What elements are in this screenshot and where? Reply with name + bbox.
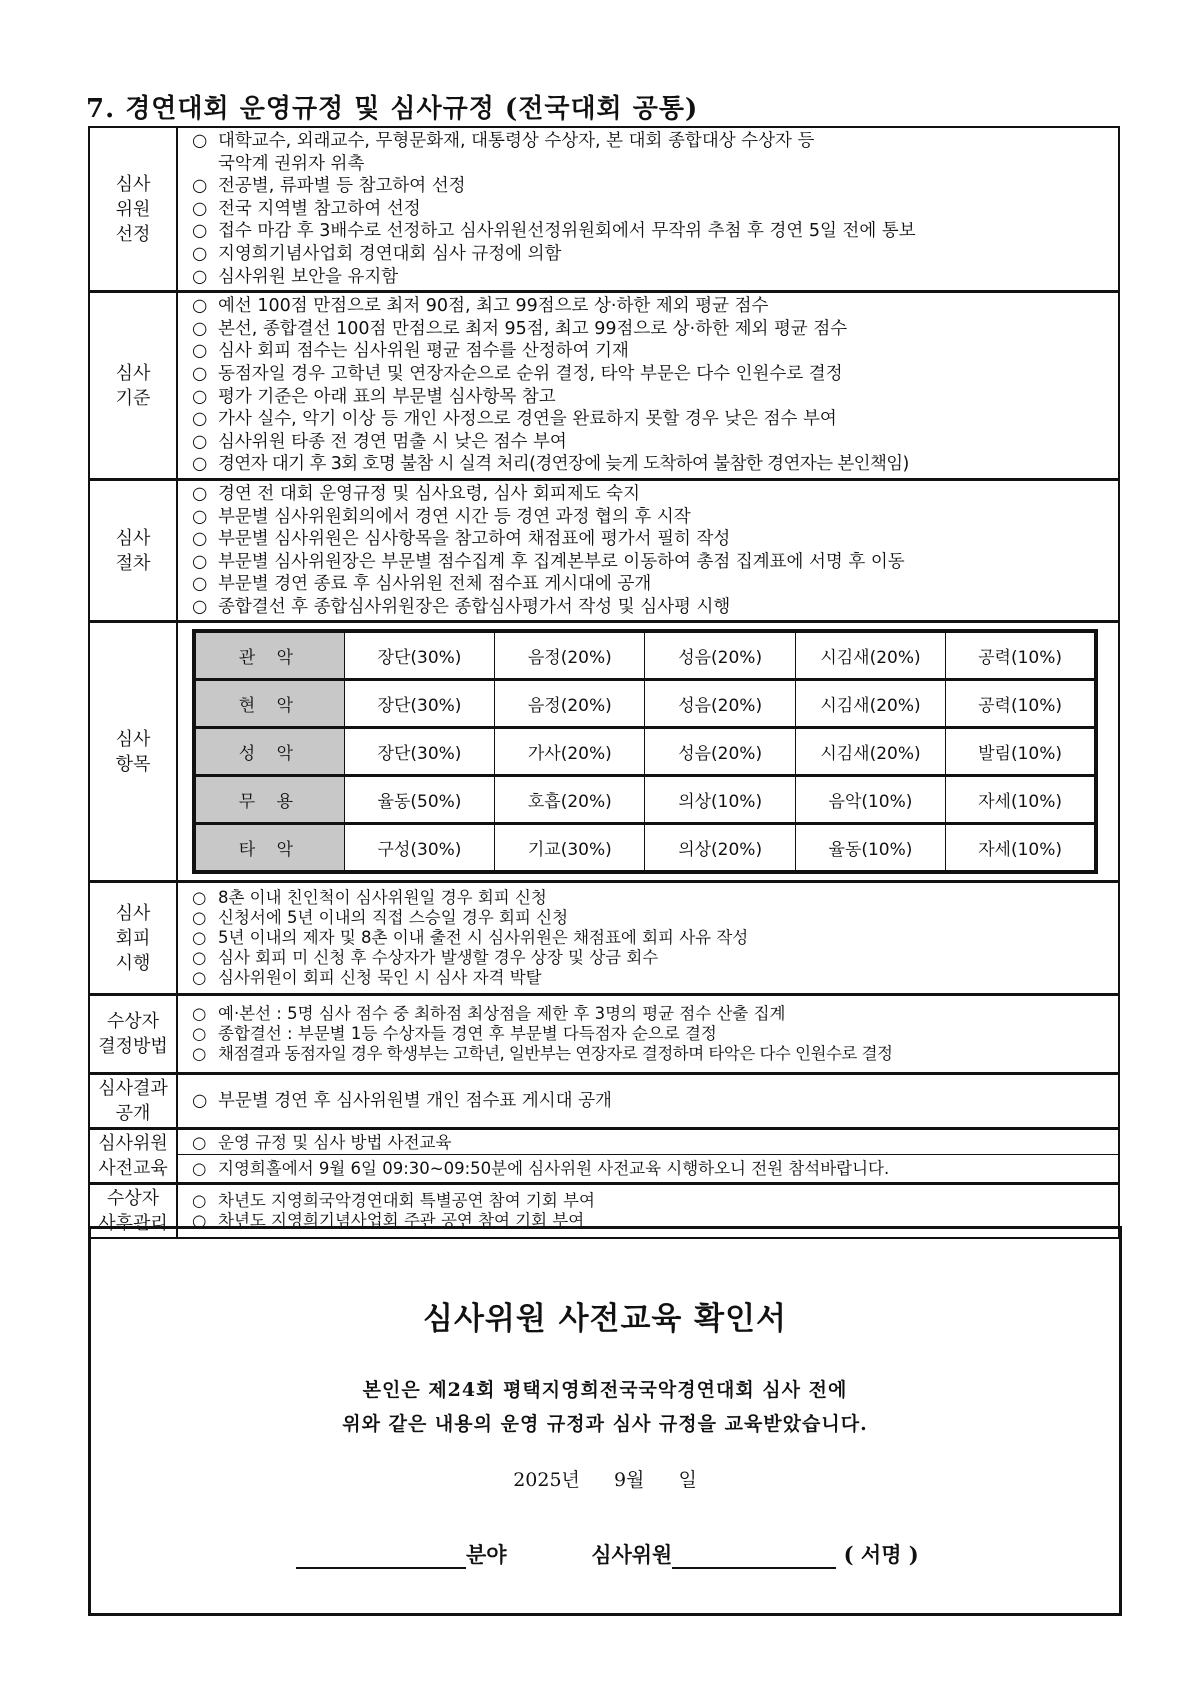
item-text: 심사 회피 점수는 심사위원 평균 점수를 산정하여 기재 xyxy=(218,341,629,362)
row-judge-selection xyxy=(89,127,1119,292)
row-results-public xyxy=(89,1074,1119,1129)
item-text: 경연 전 대회 운영규정 및 심사요령, 심사 회피제도 숙지 xyxy=(218,483,640,504)
bullet-icon: ○ xyxy=(192,176,208,197)
label-line: 위원 xyxy=(115,198,151,220)
table-cell: 장단(30%) xyxy=(344,680,494,728)
row-criteria xyxy=(89,292,1119,480)
item-text: 예·본선 : 5명 심사 점수 중 최하점 최상점을 제한 후 3명의 평균 점수 산출 집계 xyxy=(218,1004,786,1024)
row-procedure xyxy=(89,479,1119,622)
bullet-icon: ○ xyxy=(192,928,207,948)
bullet-icon: ○ xyxy=(192,529,208,550)
item-text: 부문별 심사위원은 심사항목을 참고하여 채점표에 평가서 필히 작성 xyxy=(218,529,731,550)
bullet-icon: ○ xyxy=(192,908,207,928)
bullet-icon: ○ xyxy=(192,1211,207,1231)
table-row xyxy=(194,728,1096,776)
list-item xyxy=(192,220,1110,243)
label-line: 선정 xyxy=(115,223,151,245)
table-cell: 시김새(20%) xyxy=(795,631,945,680)
item-text: 종합결선 : 부문별 1등 수상자들 경연 후 부문별 다득점자 순으로 결정 xyxy=(218,1024,717,1044)
list-item xyxy=(192,551,1110,574)
bullet-icon: ○ xyxy=(192,968,207,988)
list-item xyxy=(192,153,1110,176)
confirmation-box xyxy=(88,1226,1122,1616)
category-cell: 무 용 xyxy=(194,776,344,824)
bullet-list xyxy=(192,295,1110,476)
bullet-icon: ○ xyxy=(192,506,208,527)
list-item xyxy=(192,1044,1110,1064)
bullet-icon: ○ xyxy=(192,1004,207,1024)
bullet-icon: ○ xyxy=(192,551,208,572)
row-label xyxy=(89,622,177,882)
table-row xyxy=(194,824,1096,873)
item-text: 가사 실수, 악기 이상 등 개인 사정으로 경연을 완료하지 못할 경우 낮은 점수 부여 xyxy=(218,409,837,430)
table-cell: 음정(20%) xyxy=(495,680,645,728)
item-text: 평가 기준은 아래 표의 부문별 심사항목 참고 xyxy=(218,386,556,407)
item-text: 신청서에 5년 이내의 직접 스승일 경우 회피 신청 xyxy=(218,908,569,928)
table-cell: 자세(10%) xyxy=(946,824,1096,873)
row-label xyxy=(89,292,177,480)
list-item xyxy=(192,948,1110,968)
date-month: 9월 xyxy=(613,1469,645,1491)
rules-table xyxy=(88,126,1120,1239)
bullet-icon: ○ xyxy=(192,1191,207,1211)
row-content xyxy=(177,622,1119,882)
item-text: 부문별 심사위원장은 부문별 점수집계 후 집계본부로 이동하여 총점 집계표에 서명 후 이동 xyxy=(218,551,905,572)
row-content xyxy=(177,292,1119,480)
bullet-icon: ○ xyxy=(192,483,208,504)
label-line: 결정방법 xyxy=(98,1036,168,1058)
page-title: 7. 경연대회 운영규정 및 심사규정 (전국대회 공통) xyxy=(86,94,699,124)
table-cell: 의상(10%) xyxy=(645,776,795,824)
item-text: 예선 100점 만점으로 최저 90점, 최고 99점으로 상·하한 제외 평균 점수 xyxy=(218,296,769,317)
item-text: 부문별 경연 후 심사위원별 개인 점수표 게시대 공개 xyxy=(218,1091,612,1112)
table-cell: 발림(10%) xyxy=(946,728,1096,776)
list-item xyxy=(192,453,1110,476)
list-item xyxy=(192,266,1110,289)
label-line: 심사 xyxy=(115,902,151,924)
table-cell: 성음(20%) xyxy=(645,728,795,776)
row-content xyxy=(177,882,1119,995)
list-item xyxy=(192,928,1110,948)
table-cell: 율동(10%) xyxy=(795,824,945,873)
item-text: 지영희홀에서 9월 6일 09:30~09:50분에 심사위원 사전교육 시행하오니 전원 참석바랍니다. xyxy=(218,1158,890,1178)
label-line: 시행 xyxy=(115,952,151,974)
label-line: 사전교육 xyxy=(98,1158,168,1180)
item-text: 본선, 종합결선 100점 만점으로 최저 95점, 최고 99점으로 상·하한 제외 평균 점수 xyxy=(218,318,848,339)
bullet-icon: ○ xyxy=(192,221,208,242)
confirmation-line-2: 위와 같은 내용의 운영 규정과 심사 규정을 교육받았습니다. xyxy=(342,1413,868,1435)
list-item xyxy=(192,1024,1110,1044)
table-row xyxy=(194,631,1096,680)
item-text: 운영 규정 및 심사 방법 사전교육 xyxy=(218,1132,452,1152)
item-text: 지영희기념사업회 경연대회 심사 규정에 의함 xyxy=(218,243,562,264)
bullet-icon: ○ xyxy=(192,888,207,908)
item-text: 8촌 이내 친인척이 심사위원일 경우 회피 신청 xyxy=(218,888,547,908)
label-line: 회피 xyxy=(115,927,151,949)
table-cell: 구성(30%) xyxy=(344,824,494,873)
table-cell: 시김새(20%) xyxy=(795,680,945,728)
list-item xyxy=(192,1159,1110,1179)
table-cell: 호흡(20%) xyxy=(495,776,645,824)
bullet-icon: ○ xyxy=(192,1024,207,1044)
judge-name-blank[interactable] xyxy=(672,1545,836,1569)
label-line: 수상자 xyxy=(106,1011,160,1033)
item-text: 국악계 권위자 위촉 xyxy=(218,153,365,174)
bullet-icon: ○ xyxy=(192,454,207,475)
table-cell: 가사(20%) xyxy=(495,728,645,776)
label-line: 심사위원 xyxy=(98,1133,168,1155)
item-text: 종합결선 후 종합심사위원장은 종합심사평가서 작성 및 심사평 시행 xyxy=(218,596,731,617)
list-item xyxy=(192,363,1110,386)
list-item xyxy=(192,386,1110,409)
bullet-icon: ○ xyxy=(192,574,208,595)
list-item xyxy=(192,431,1110,454)
bullet-list xyxy=(192,483,1110,619)
sub-row xyxy=(178,1132,1118,1155)
table-cell: 음악(10%) xyxy=(795,776,945,824)
bullet-icon: ○ xyxy=(192,318,208,339)
item-text: 채점결과 동점자일 경우 학생부는 고학년, 일반부는 연장자로 결정하며 타악은 다수 인원수로 결정 xyxy=(218,1044,893,1064)
list-item xyxy=(192,318,1110,341)
category-cell: 현 악 xyxy=(194,680,344,728)
label-line: 사후관리 xyxy=(98,1213,168,1235)
signature-label: ( 서명 ) xyxy=(843,1542,919,1567)
label-line: 심사결과 xyxy=(98,1078,168,1100)
bullet-icon: ○ xyxy=(192,1091,208,1112)
label-line: 절차 xyxy=(115,552,151,574)
list-item xyxy=(192,968,1110,988)
date-line xyxy=(91,1465,1119,1492)
label-line: 심사 xyxy=(115,362,151,384)
category-cell: 타 악 xyxy=(194,824,344,873)
bullet-list xyxy=(192,1159,1110,1179)
bullet-icon: ○ xyxy=(192,386,208,407)
list-item xyxy=(192,528,1110,551)
table-cell: 율동(50%) xyxy=(344,776,494,824)
list-item xyxy=(192,408,1110,431)
label-line: 심사 xyxy=(115,527,151,549)
table-cell: 성음(20%) xyxy=(645,631,795,680)
field-blank[interactable] xyxy=(296,1545,466,1569)
item-text: 전공별, 류파별 등 참고하여 선정 xyxy=(218,176,466,197)
table-cell: 음정(20%) xyxy=(495,631,645,680)
category-cell: 성 악 xyxy=(194,728,344,776)
row-label xyxy=(89,882,177,995)
list-item xyxy=(192,1004,1110,1024)
item-text: 경연자 대기 후 3회 호명 불참 시 실격 처리(경연장에 늦게 도착하여 불참한 경연자는 본인책임) xyxy=(218,454,909,475)
list-item xyxy=(192,1191,1110,1211)
bullet-list xyxy=(192,1090,1110,1113)
table-cell: 자세(10%) xyxy=(946,776,1096,824)
list-item xyxy=(192,340,1110,363)
bullet-icon: ○ xyxy=(192,431,208,452)
table-cell: 공력(10%) xyxy=(946,680,1096,728)
bullet-list xyxy=(192,1133,1110,1153)
item-text: 심사위원 타종 전 경연 멈출 시 낮은 점수 부여 xyxy=(218,431,567,452)
table-cell: 성음(20%) xyxy=(645,680,795,728)
confirmation-line-1: 본인은 제24회 평택지영희전국국악경연대회 심사 전에 xyxy=(362,1379,848,1401)
bullet-list xyxy=(192,888,1110,988)
table-row xyxy=(194,680,1096,728)
list-item xyxy=(192,506,1110,529)
row-label xyxy=(89,127,177,292)
bullet-icon: ○ xyxy=(192,131,208,151)
bullet-icon: ○ xyxy=(192,341,208,362)
table-cell: 장단(30%) xyxy=(344,728,494,776)
list-item xyxy=(192,888,1110,908)
table-row xyxy=(194,776,1096,824)
list-item xyxy=(192,175,1110,198)
item-text: 차년도 지영희기념사업회 주관 공연 참여 기회 부여 xyxy=(218,1211,585,1231)
bullet-icon: ○ xyxy=(192,1158,207,1178)
item-text: 동점자일 경우 고학년 및 연장자순으로 순위 결정, 타악 부문은 다수 인원수로 결정 xyxy=(218,363,843,384)
row-winner-method xyxy=(89,995,1119,1074)
row-label xyxy=(89,479,177,622)
list-item xyxy=(192,573,1110,596)
label-line: 수상자 xyxy=(106,1188,160,1210)
row-judge-training xyxy=(89,1129,1119,1184)
field-label: 분야 xyxy=(466,1542,507,1567)
row-content xyxy=(177,995,1119,1074)
row-content xyxy=(177,127,1119,292)
bullet-icon: ○ xyxy=(192,363,208,384)
item-text: 차년도 지영희국악경연대회 특별공연 참여 기회 부여 xyxy=(218,1191,595,1211)
list-item xyxy=(192,130,1110,153)
item-text: 심사위원이 회피 신청 묵인 시 심사 자격 박탈 xyxy=(218,968,542,988)
row-content xyxy=(177,1074,1119,1129)
date-year: 2025년 xyxy=(513,1469,580,1491)
item-text: 5년 이내의 제자 및 8촌 이내 출전 시 심사위원은 채점표에 회피 사유 작성 xyxy=(218,928,749,948)
sub-row xyxy=(178,1155,1118,1181)
list-item xyxy=(192,596,1110,619)
bullet-list xyxy=(192,1004,1110,1064)
list-item xyxy=(192,908,1110,928)
category-cell: 관 악 xyxy=(194,631,344,680)
bullet-icon: ○ xyxy=(192,198,208,219)
bullet-icon: ○ xyxy=(192,1044,206,1064)
list-item xyxy=(192,243,1110,266)
item-text: 심사 회피 미 신청 후 수상자가 발생할 경우 상장 및 상금 회수 xyxy=(218,948,659,968)
row-scoring-items xyxy=(89,622,1119,882)
bullet-list xyxy=(192,130,1110,288)
item-text: 심사위원 보안을 유지함 xyxy=(218,266,399,287)
bullet-icon: ○ xyxy=(192,266,208,287)
item-text: 부문별 심사위원회의에서 경연 시간 등 경연 과정 협의 후 시작 xyxy=(218,506,691,527)
bullet-icon: ○ xyxy=(192,596,208,617)
label-line: 기준 xyxy=(115,387,151,409)
table-cell: 기교(30%) xyxy=(495,824,645,873)
label-line: 항목 xyxy=(115,753,151,775)
bullet-icon: ○ xyxy=(192,1132,207,1152)
item-text: 전국 지역별 참고하여 선정 xyxy=(218,198,421,219)
bullet-icon: ○ xyxy=(192,948,207,968)
row-label xyxy=(89,995,177,1074)
label-line: 공개 xyxy=(115,1103,151,1125)
row-label xyxy=(89,1074,177,1129)
confirmation-title: 심사위원 사전교육 확인서 xyxy=(423,1301,787,1337)
list-item xyxy=(192,1133,1110,1153)
scoring-items-table xyxy=(192,629,1098,874)
row-content xyxy=(177,479,1119,622)
table-cell: 장단(30%) xyxy=(344,631,494,680)
row-label xyxy=(89,1129,177,1184)
table-cell: 공력(10%) xyxy=(946,631,1096,680)
row-content xyxy=(177,1129,1119,1184)
bullet-icon: ○ xyxy=(192,409,208,430)
item-text: 대학교수, 외래교수, 무형문화재, 대통령상 수상자, 본 대회 종합대상 수상자 등 xyxy=(218,131,815,151)
bullet-icon: ○ xyxy=(192,243,208,264)
judge-label: 심사위원 xyxy=(591,1542,673,1567)
bullet-icon: ○ xyxy=(192,296,208,317)
list-item xyxy=(192,198,1110,221)
label-line: 심사 xyxy=(115,173,151,195)
date-day: 일 xyxy=(678,1469,697,1491)
list-item xyxy=(192,1090,1110,1113)
row-recusal xyxy=(89,882,1119,995)
table-cell: 시김새(20%) xyxy=(795,728,945,776)
signature-line xyxy=(296,1539,919,1569)
item-text: 부문별 경연 종료 후 심사위원 전체 점수표 게시대에 공개 xyxy=(218,574,652,595)
item-text: 접수 마감 후 3배수로 선정하고 심사위원선정위원회에서 무작위 추첨 후 경연 5일 전에 통보 xyxy=(218,221,916,242)
list-item xyxy=(192,295,1110,318)
table-cell: 의상(20%) xyxy=(645,824,795,873)
label-line: 심사 xyxy=(115,728,151,750)
list-item xyxy=(192,483,1110,506)
